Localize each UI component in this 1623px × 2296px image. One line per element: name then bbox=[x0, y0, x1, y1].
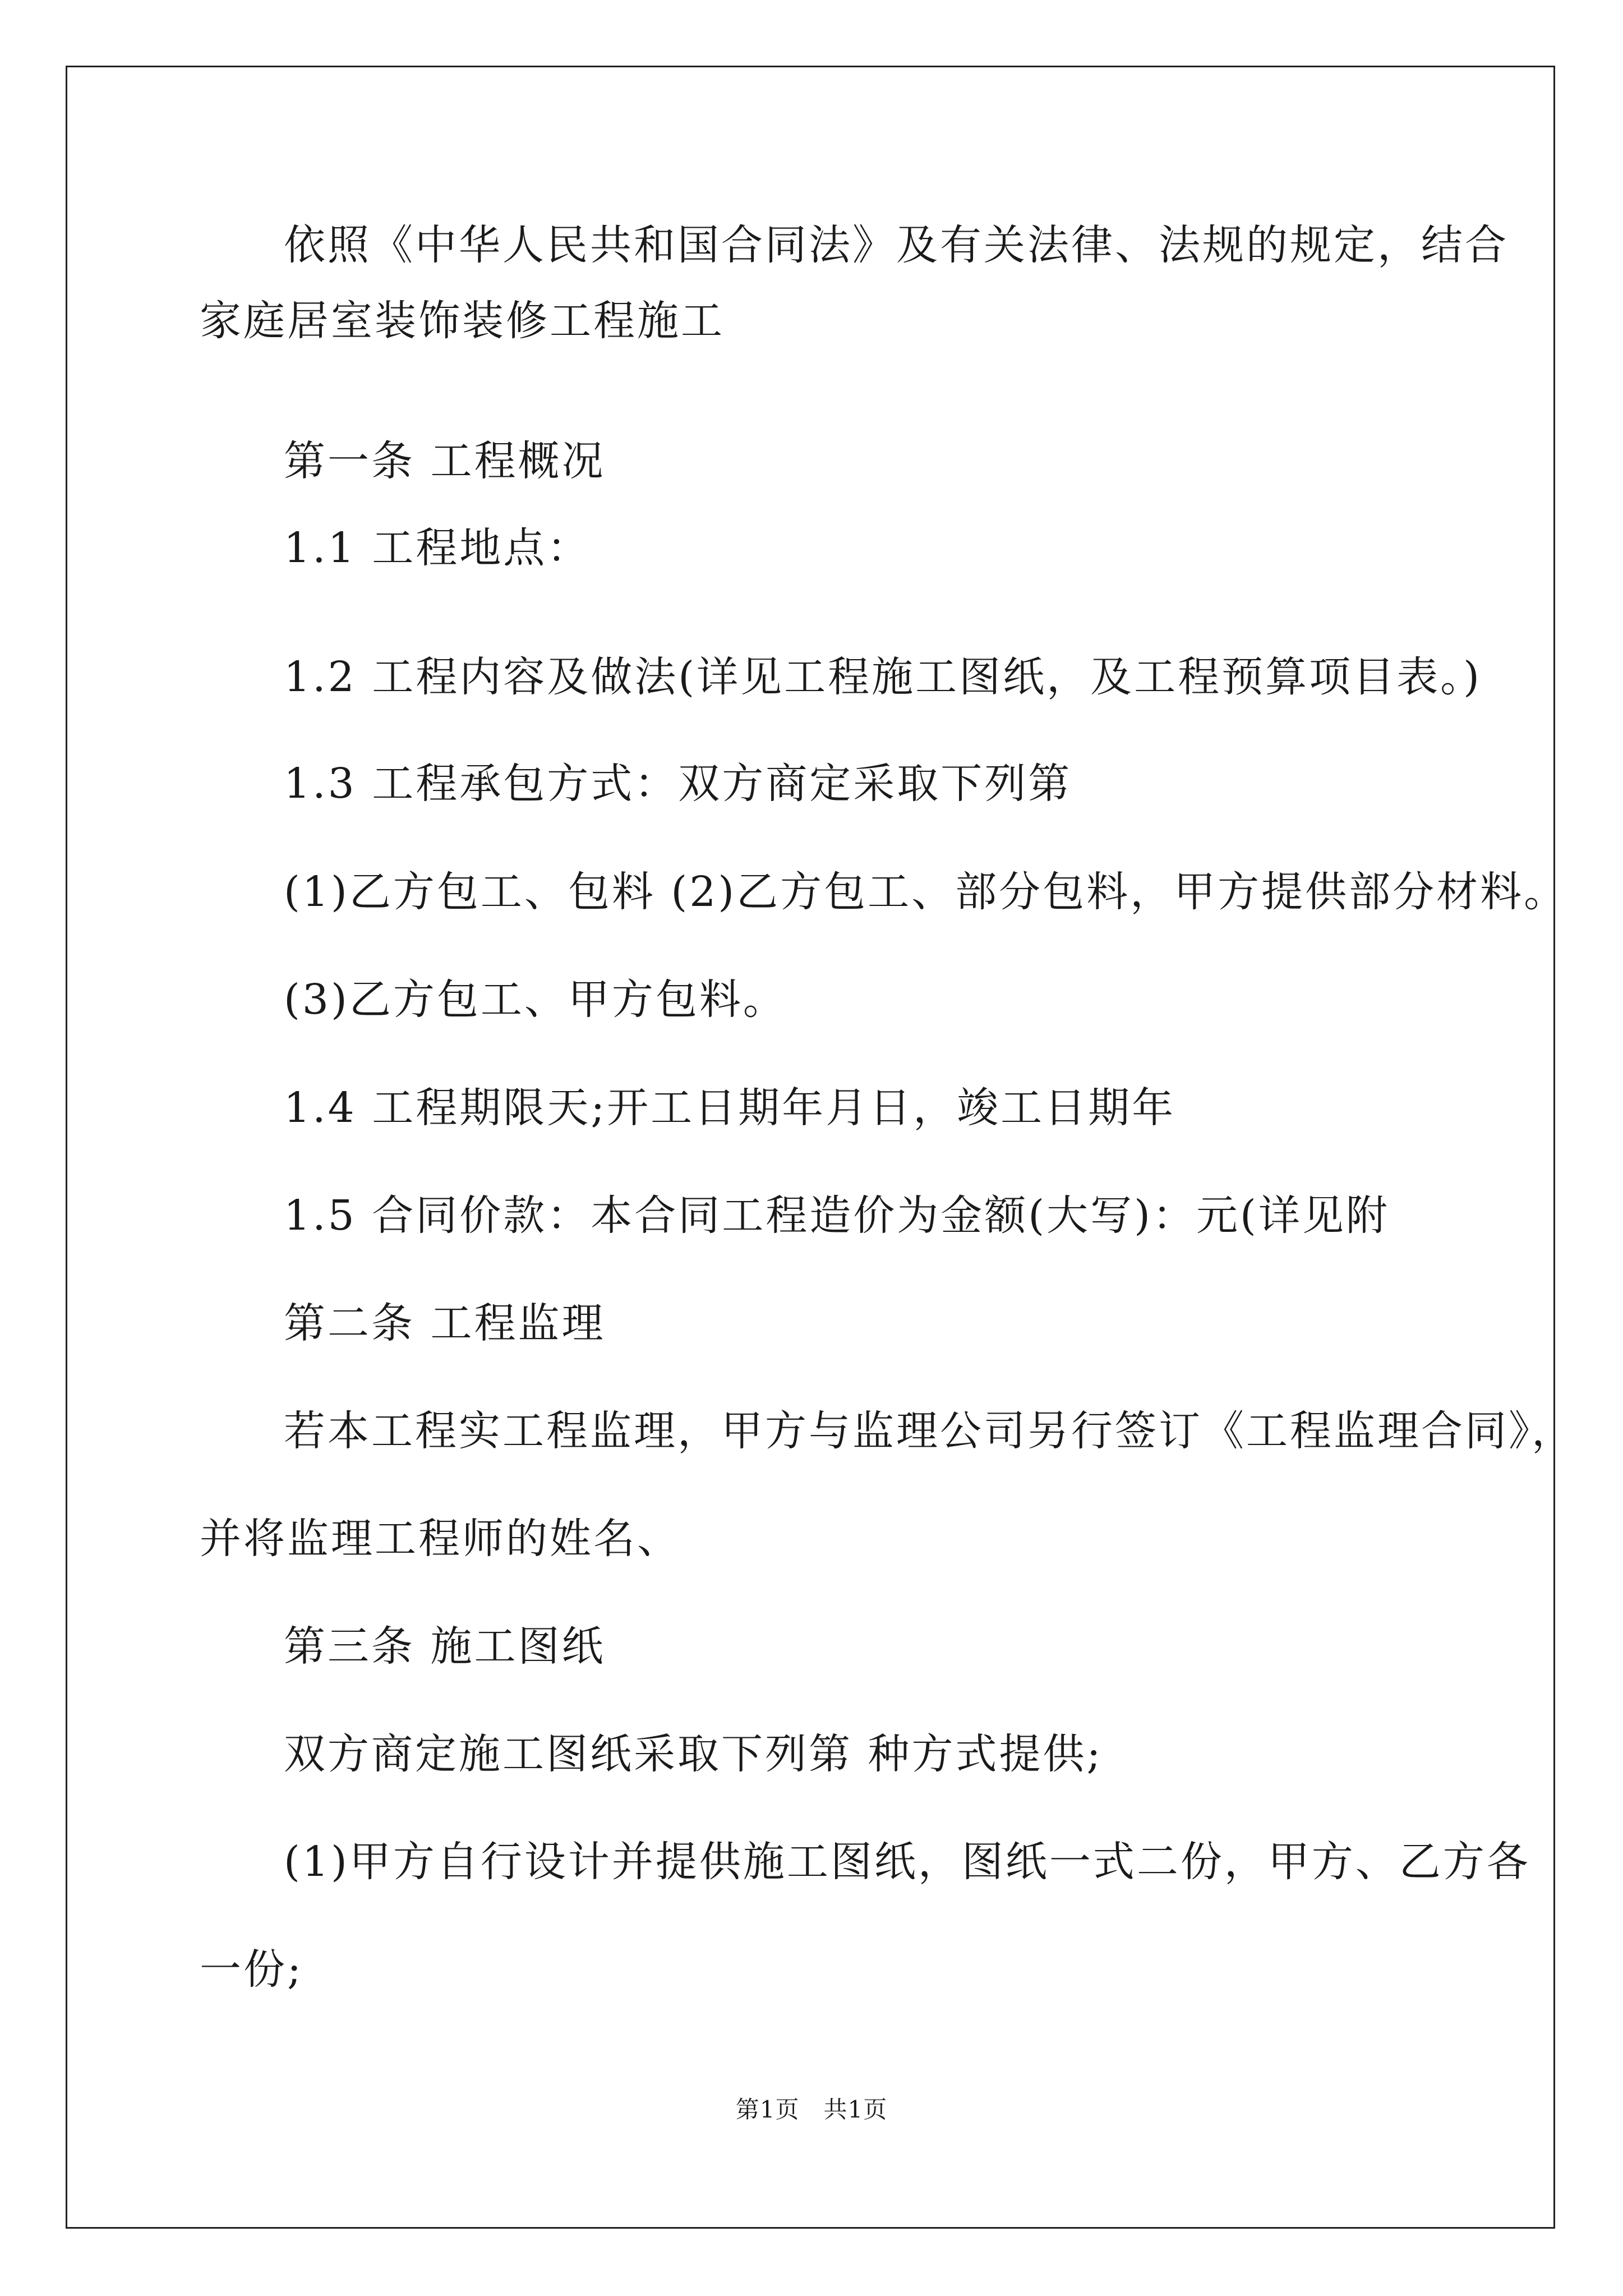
paragraph-line: 1.5 合同价款：本合同工程造价为金额(大写)：元(详见附 bbox=[284, 1191, 1390, 1240]
paragraph-line: 若本工程实工程监理，甲方与监理公司另行签订《工程监理合同》， bbox=[284, 1407, 1575, 1455]
paragraph-line: 双方商定施工图纸采取下列第 种方式提供; bbox=[284, 1730, 1103, 1778]
section-heading-2: 第二条 工程监理 bbox=[284, 1299, 606, 1347]
paragraph-line: (1)乙方包工、包料 (2)乙方包工、部分包料，甲方提供部分材料。 bbox=[284, 868, 1568, 916]
paragraph-line: 家庭居室装饰装修工程施工 bbox=[200, 297, 725, 345]
paragraph-line: (3)乙方包工、甲方包料。 bbox=[284, 976, 787, 1024]
paragraph-line: (1)甲方自行设计并提供施工图纸，图纸一式二份，甲方、乙方各 bbox=[284, 1838, 1530, 1886]
paragraph-line: 一份; bbox=[200, 1945, 303, 1994]
page-number: 第1页 共1页 bbox=[735, 2096, 888, 2123]
section-heading-1: 第一条 工程概况 bbox=[284, 437, 606, 485]
page-border bbox=[66, 66, 1555, 2229]
paragraph-line: 并将监理工程师的姓名、 bbox=[200, 1515, 681, 1563]
paragraph-line: 1.1 工程地点： bbox=[284, 524, 591, 572]
paragraph-line: 1.3 工程承包方式：双方商定采取下列第 bbox=[284, 760, 1072, 808]
paragraph-line: 依照《中华人民共和国合同法》及有关法律、法规的规定，结合 bbox=[284, 221, 1509, 269]
paragraph-line: 1.4 工程期限天;开工日期年月日，竣工日期年 bbox=[284, 1084, 1176, 1132]
section-heading-3: 第三条 施工图纸 bbox=[284, 1622, 606, 1671]
paragraph-line: 1.2 工程内容及做法(详见工程施工图纸，及工程预算项目表。) bbox=[284, 653, 1482, 701]
